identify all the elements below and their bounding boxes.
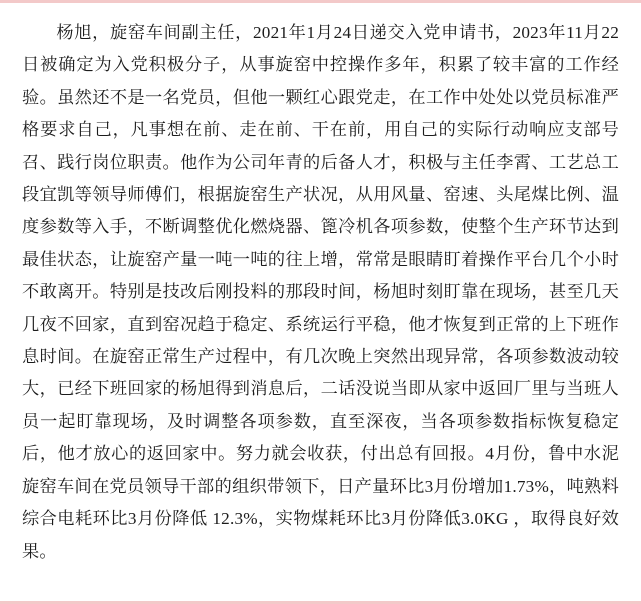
document-paragraph: 杨旭，旋窑车间副主任，2021年1月24日递交入党申请书，2023年11月22日被确定为入党积极分子，从事旋窑中控操作多年，积累了较丰富的工作经验。虽然还不是一名党员，但他一颗红心跟党走，在工作中处处以党员标准严格要求自己，凡事想在前、走在前、干在前，用自己的实际行动响应支部号召、践行岗位职责。他作为公司年青的后备人才，积极与主任李霄、工艺总工段宜凯等领导师傅们，根据旋窑生产状况，从用风量、窑速、头尾煤比例、温度参数等入手，不断调整优化燃烧器、篦冷机各项参数，使整个生产环节达到最佳状态，让旋窑产量一吨一吨的往上增，常常是眼睛盯着操作平台几个小时不敢离开。特别是技改后刚投料的那段时间，杨旭时刻盯靠在现场，甚至几天几夜不回家，直到窑况趋于稳定、系统运行平稳，他才恢复到正常的上下班作息时间。在旋窑正常生产过程中，有几次晚上突然出现异常，各项参数波动较大，已经下班回家的杨旭得到消息后，二话没说当即从家中返回厂里与当班人员一起盯靠现场，及时调整各项参数，直至深夜，当各项参数指标恢复稳定后，他才放心的返回家中。努力就会收获，付出总有回报。4月份，鲁中水泥旋窑车间在党员领导干部的组织带领下，日产量环比3月份增加1.73%，吨熟料综合电耗环比3月份降低 12.3%，实物煤耗环比3月份降低3.0KG ，取得良好效果。	[22, 23, 619, 561]
